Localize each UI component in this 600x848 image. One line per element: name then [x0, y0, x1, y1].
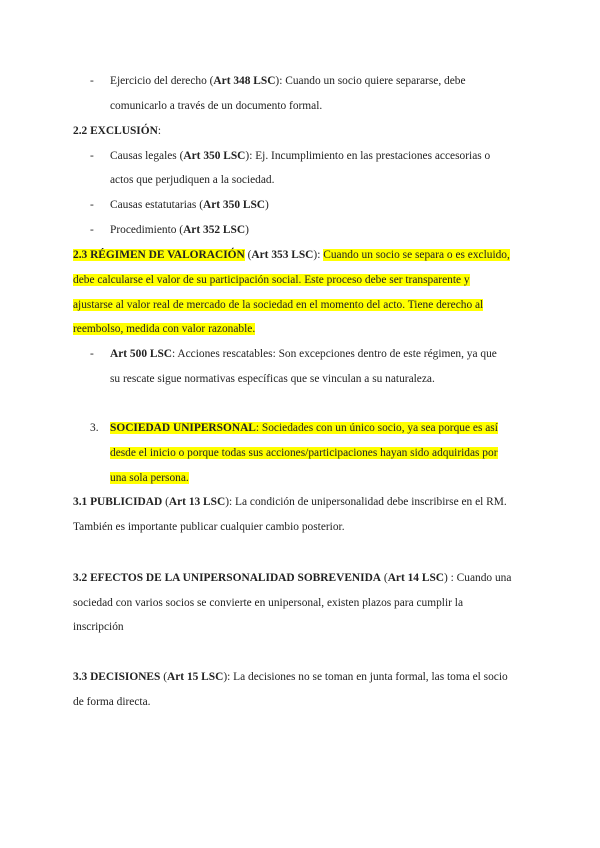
highlighted-text: ajustarse al valor real de mercado de la sociedad en el momento del acto. Tiene derecho al: [73, 299, 484, 311]
paragraph-line: También es importante publicar cualquier cambio posterior.: [73, 521, 345, 533]
paragraph-line: [73, 298, 483, 312]
list-item-causas-legales: Causas legales (Art 350 LSC): Ej. Incumplimiento en las prestaciones accesorias o: [110, 150, 491, 162]
section-heading-3-3: 3.3 DECISIONES (Art 15 LSC): La decisiones no se toman en junta formal, las toma el socio: [73, 671, 508, 683]
highlighted-text: una sola persona.: [110, 472, 189, 484]
highlighted-text: reembolso, medida con valor razonable.: [73, 323, 256, 335]
list-bullet: -: [90, 224, 94, 236]
article-ref: Art 500 LSC: [110, 348, 173, 360]
list-item-continuation: comunicarlo a través de un documento formal.: [110, 100, 323, 112]
list-item-procedimiento: Procedimiento (Art 352 LSC): [110, 224, 249, 236]
article-ref: Art 352 LSC: [183, 224, 246, 236]
article-ref: Art 353 LSC: [251, 249, 314, 261]
section-heading-2-3: 2.3 RÉGIMEN DE VALORACIÓN (Art 353 LSC): Cuando un socio se separa o es excluido,: [73, 249, 510, 261]
list-bullet: -: [90, 199, 94, 211]
section-heading-3-2: 3.2 EFECTOS DE LA UNIPERSONALIDAD SOBREVENIDA (Art 14 LSC) : Cuando una: [73, 572, 512, 584]
list-bullet: -: [90, 150, 94, 162]
article-ref: Art 13 LSC: [168, 496, 226, 508]
paragraph-line: [73, 273, 470, 287]
article-ref: Art 350 LSC: [203, 199, 266, 211]
list-bullet: -: [90, 75, 94, 87]
list-bullet: -: [90, 348, 94, 360]
article-ref: Art 14 LSC: [387, 572, 445, 584]
list-item-art-500: Art 500 LSC: Acciones rescatables: Son excepciones dentro de este régimen, ya que: [110, 348, 497, 360]
section-heading-3: SOCIEDAD UNIPERSONAL: Sociedades con un único socio, ya sea porque es así: [110, 422, 498, 434]
list-item-continuation: actos que perjudiquen a la sociedad.: [110, 174, 275, 186]
paragraph-line: de forma directa.: [73, 696, 151, 708]
article-ref: Art 350 LSC: [183, 150, 246, 162]
article-ref: Art 348 LSC: [213, 75, 276, 87]
section-heading-2-2: 2.2 EXCLUSIÓN:: [73, 125, 161, 137]
paragraph-line: inscripción: [73, 621, 124, 633]
highlighted-text: Cuando un socio se separa o es excluido,: [323, 249, 510, 261]
section-heading-3-1: 3.1 PUBLICIDAD (Art 13 LSC): La condición de unipersonalidad debe inscribirse en el RM.: [73, 496, 507, 508]
highlighted-text: debe calcularse el valor de su participación social. Este proceso debe ser transparente y: [73, 274, 470, 286]
article-ref: Art 15 LSC: [167, 671, 224, 683]
paragraph-line: [110, 471, 189, 485]
list-number: 3.: [90, 422, 99, 434]
paragraph-line: [73, 322, 255, 336]
highlighted-text: desde el inicio o porque todas sus acciones/participaciones hayan sido adquiridas por: [110, 447, 498, 459]
paragraph-line: sociedad con varios socios se convierte en unipersonal, existen plazos para cumplir la: [73, 597, 464, 609]
list-item-causas-estatutarias: Causas estatutarias (Art 350 LSC): [110, 199, 269, 211]
paragraph-line: [110, 446, 498, 460]
list-item-ejercicio-derecho: Ejercicio del derecho (Art 348 LSC): Cuando un socio quiere separarse, debe: [110, 75, 466, 87]
list-item-continuation: su rescate sigue normativas específicas que se vinculan a su naturaleza.: [110, 373, 435, 385]
